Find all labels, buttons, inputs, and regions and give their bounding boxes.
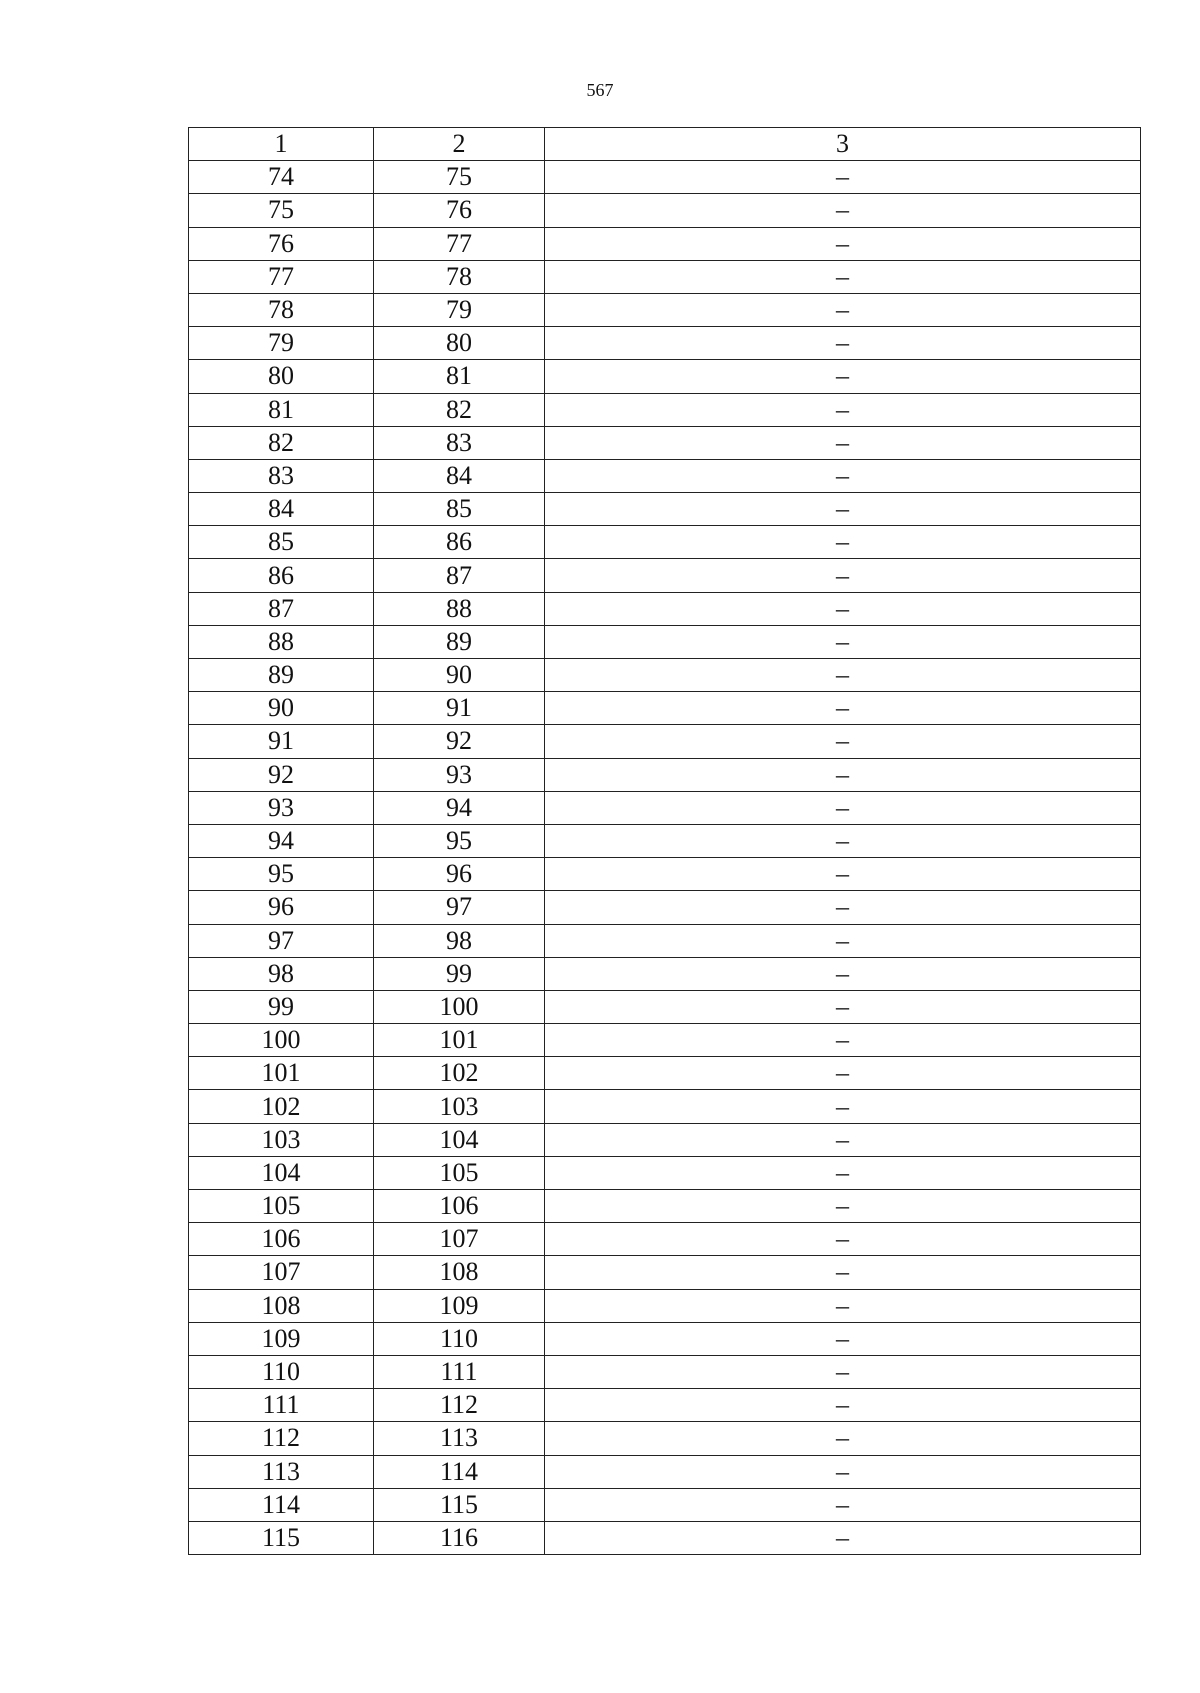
table-cell-col-3: –	[545, 360, 1141, 393]
table-row	[189, 1156, 1141, 1189]
table-cell-col-1: 113	[189, 1455, 374, 1488]
column-header-1: 1	[189, 128, 374, 161]
table-row	[189, 824, 1141, 857]
table-cell-col-3: –	[545, 1455, 1141, 1488]
table-cell-col-2: 81	[374, 360, 545, 393]
column-header-3: 3	[545, 128, 1141, 161]
table-cell-col-3: –	[545, 1389, 1141, 1422]
table-cell-col-3: –	[545, 459, 1141, 492]
table-cell-col-3: –	[545, 526, 1141, 559]
header-row	[189, 128, 1141, 161]
table-cell-col-2: 76	[374, 194, 545, 227]
table-cell-col-3: –	[545, 659, 1141, 692]
table-cell-col-2: 101	[374, 1024, 545, 1057]
table-cell-col-3: –	[545, 327, 1141, 360]
table-row	[189, 459, 1141, 492]
table-cell-col-3: –	[545, 758, 1141, 791]
table-row	[189, 891, 1141, 924]
table-cell-col-1: 74	[189, 161, 374, 194]
table-cell-col-3: –	[545, 990, 1141, 1023]
table-row	[189, 194, 1141, 227]
table-row	[189, 360, 1141, 393]
table-cell-col-3: –	[545, 493, 1141, 526]
table-cell-col-3: –	[545, 161, 1141, 194]
table-row	[189, 1223, 1141, 1256]
table-row	[189, 858, 1141, 891]
table-cell-col-3: –	[545, 1156, 1141, 1189]
table-cell-col-1: 75	[189, 194, 374, 227]
table-row	[189, 692, 1141, 725]
table-cell-col-1: 115	[189, 1521, 374, 1554]
table-cell-col-3: –	[545, 227, 1141, 260]
table-row	[189, 1422, 1141, 1455]
table-cell-col-2: 108	[374, 1256, 545, 1289]
table-row	[189, 1024, 1141, 1057]
column-header-2: 2	[374, 128, 545, 161]
table-body	[189, 161, 1141, 1555]
table-cell-col-3: –	[545, 725, 1141, 758]
table-cell-col-2: 86	[374, 526, 545, 559]
table-row	[189, 227, 1141, 260]
table-cell-col-1: 95	[189, 858, 374, 891]
data-table	[188, 127, 1141, 1555]
table-row	[189, 1190, 1141, 1223]
table-row	[189, 924, 1141, 957]
table-cell-col-1: 91	[189, 725, 374, 758]
table-cell-col-2: 112	[374, 1389, 545, 1422]
table-cell-col-1: 80	[189, 360, 374, 393]
table-cell-col-3: –	[545, 692, 1141, 725]
table-row	[189, 493, 1141, 526]
table-cell-col-3: –	[545, 1355, 1141, 1388]
table-cell-col-2: 82	[374, 393, 545, 426]
table-row	[189, 592, 1141, 625]
table-cell-col-2: 102	[374, 1057, 545, 1090]
table-row	[189, 1123, 1141, 1156]
table-cell-col-2: 91	[374, 692, 545, 725]
table-row	[189, 758, 1141, 791]
table-cell-col-2: 111	[374, 1355, 545, 1388]
table-cell-col-3: –	[545, 1322, 1141, 1355]
table-cell-col-3: –	[545, 791, 1141, 824]
table-cell-col-2: 103	[374, 1090, 545, 1123]
table-cell-col-1: 92	[189, 758, 374, 791]
page-number: 567	[586, 80, 614, 100]
table-cell-col-2: 107	[374, 1223, 545, 1256]
table-cell-col-1: 89	[189, 659, 374, 692]
table-cell-col-2: 98	[374, 924, 545, 957]
table-cell-col-2: 99	[374, 957, 545, 990]
table-cell-col-2: 110	[374, 1322, 545, 1355]
table-row	[189, 260, 1141, 293]
table-cell-col-1: 110	[189, 1355, 374, 1388]
table-cell-col-3: –	[545, 1190, 1141, 1223]
table-cell-col-1: 87	[189, 592, 374, 625]
table-row	[189, 327, 1141, 360]
table-cell-col-2: 85	[374, 493, 545, 526]
table-row	[189, 1455, 1141, 1488]
table-row	[189, 990, 1141, 1023]
table-cell-col-3: –	[545, 559, 1141, 592]
table-cell-col-3: –	[545, 1488, 1141, 1521]
table-cell-col-1: 105	[189, 1190, 374, 1223]
table-cell-col-2: 115	[374, 1488, 545, 1521]
table-cell-col-2: 105	[374, 1156, 545, 1189]
table-cell-col-1: 94	[189, 824, 374, 857]
table-cell-col-1: 112	[189, 1422, 374, 1455]
table-cell-col-2: 84	[374, 459, 545, 492]
table-cell-col-2: 97	[374, 891, 545, 924]
table-row	[189, 625, 1141, 658]
table-cell-col-1: 107	[189, 1256, 374, 1289]
table-cell-col-1: 99	[189, 990, 374, 1023]
table-cell-col-1: 114	[189, 1488, 374, 1521]
table-cell-col-1: 76	[189, 227, 374, 260]
table-cell-col-1: 109	[189, 1322, 374, 1355]
table-row	[189, 725, 1141, 758]
table-cell-col-2: 92	[374, 725, 545, 758]
table-cell-col-1: 77	[189, 260, 374, 293]
table-cell-col-2: 93	[374, 758, 545, 791]
table-cell-col-2: 104	[374, 1123, 545, 1156]
table-cell-col-2: 79	[374, 293, 545, 326]
table-cell-col-3: –	[545, 1057, 1141, 1090]
table-row	[189, 1256, 1141, 1289]
table-cell-col-3: –	[545, 592, 1141, 625]
table-cell-col-1: 98	[189, 957, 374, 990]
table-header	[189, 128, 1141, 161]
table-cell-col-1: 102	[189, 1090, 374, 1123]
table-cell-col-1: 83	[189, 459, 374, 492]
table-cell-col-2: 83	[374, 426, 545, 459]
table-row	[189, 1090, 1141, 1123]
table-row	[189, 426, 1141, 459]
table-cell-col-3: –	[545, 1521, 1141, 1554]
table-cell-col-3: –	[545, 194, 1141, 227]
table-cell-col-1: 101	[189, 1057, 374, 1090]
table-cell-col-2: 106	[374, 1190, 545, 1223]
table-cell-col-2: 116	[374, 1521, 545, 1554]
table-cell-col-3: –	[545, 891, 1141, 924]
table-cell-col-2: 77	[374, 227, 545, 260]
table-row	[189, 559, 1141, 592]
table-cell-col-2: 80	[374, 327, 545, 360]
table-cell-col-1: 86	[189, 559, 374, 592]
table-cell-col-2: 100	[374, 990, 545, 1023]
table-cell-col-2: 78	[374, 260, 545, 293]
table-row	[189, 293, 1141, 326]
table-cell-col-2: 88	[374, 592, 545, 625]
table-cell-col-3: –	[545, 1422, 1141, 1455]
table-cell-col-2: 75	[374, 161, 545, 194]
table-row	[189, 659, 1141, 692]
table-cell-col-2: 96	[374, 858, 545, 891]
table-cell-col-1: 90	[189, 692, 374, 725]
table-cell-col-1: 93	[189, 791, 374, 824]
table-row	[189, 526, 1141, 559]
table-cell-col-1: 88	[189, 625, 374, 658]
table-cell-col-1: 103	[189, 1123, 374, 1156]
table-cell-col-1: 82	[189, 426, 374, 459]
table-cell-col-1: 85	[189, 526, 374, 559]
table-cell-col-1: 97	[189, 924, 374, 957]
table-row	[189, 1521, 1141, 1554]
table-row	[189, 1488, 1141, 1521]
table-cell-col-3: –	[545, 393, 1141, 426]
table-row	[189, 1389, 1141, 1422]
table-cell-col-3: –	[545, 426, 1141, 459]
table-cell-col-2: 89	[374, 625, 545, 658]
table-cell-col-2: 90	[374, 659, 545, 692]
table-cell-col-1: 84	[189, 493, 374, 526]
table-cell-col-1: 106	[189, 1223, 374, 1256]
table-cell-col-3: –	[545, 1223, 1141, 1256]
table-row	[189, 1322, 1141, 1355]
table-cell-col-3: –	[545, 924, 1141, 957]
table-row	[189, 957, 1141, 990]
table-cell-col-1: 96	[189, 891, 374, 924]
table-cell-col-3: –	[545, 957, 1141, 990]
table-row	[189, 791, 1141, 824]
table-cell-col-3: –	[545, 260, 1141, 293]
table-cell-col-1: 78	[189, 293, 374, 326]
table-cell-col-2: 113	[374, 1422, 545, 1455]
table-cell-col-1: 104	[189, 1156, 374, 1189]
table-cell-col-2: 94	[374, 791, 545, 824]
table-row	[189, 161, 1141, 194]
table-cell-col-2: 114	[374, 1455, 545, 1488]
table-cell-col-3: –	[545, 1024, 1141, 1057]
table-row	[189, 1355, 1141, 1388]
table-cell-col-3: –	[545, 858, 1141, 891]
table-cell-col-2: 87	[374, 559, 545, 592]
table-cell-col-3: –	[545, 824, 1141, 857]
data-table-container	[188, 127, 1140, 1555]
table-cell-col-1: 111	[189, 1389, 374, 1422]
table-row	[189, 393, 1141, 426]
table-cell-col-3: –	[545, 1090, 1141, 1123]
table-cell-col-3: –	[545, 1123, 1141, 1156]
table-row	[189, 1289, 1141, 1322]
table-cell-col-3: –	[545, 293, 1141, 326]
table-cell-col-3: –	[545, 625, 1141, 658]
table-cell-col-2: 109	[374, 1289, 545, 1322]
table-cell-col-2: 95	[374, 824, 545, 857]
table-row	[189, 1057, 1141, 1090]
table-cell-col-1: 100	[189, 1024, 374, 1057]
table-cell-col-1: 81	[189, 393, 374, 426]
table-cell-col-1: 79	[189, 327, 374, 360]
table-cell-col-1: 108	[189, 1289, 374, 1322]
table-cell-col-3: –	[545, 1289, 1141, 1322]
table-cell-col-3: –	[545, 1256, 1141, 1289]
